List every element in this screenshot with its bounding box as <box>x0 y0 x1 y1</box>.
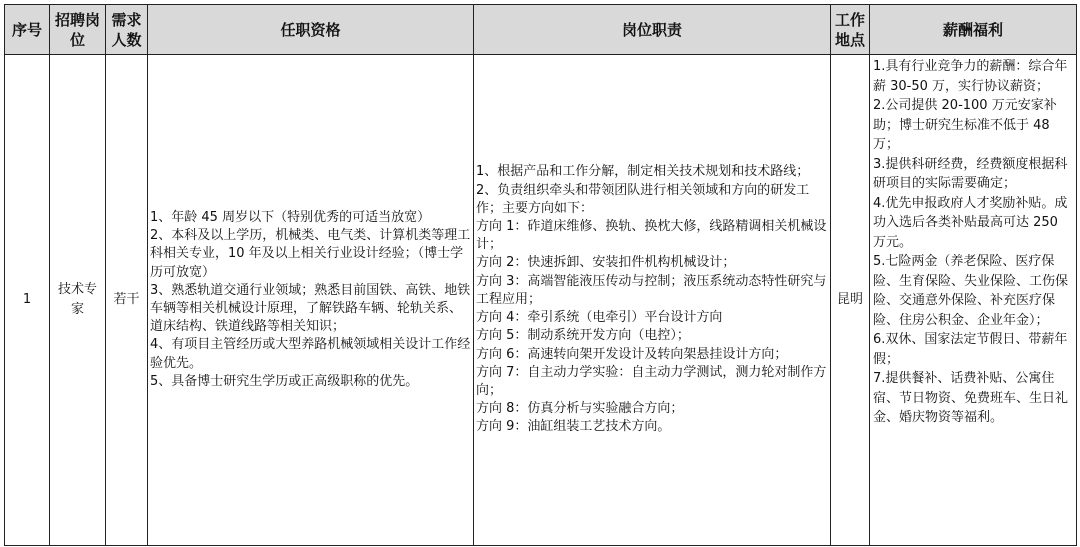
header-count: 需求人数 <box>106 5 148 55</box>
cell-count: 若干 <box>106 55 148 546</box>
duty-item: 1、根据产品和工作分解，制定相关技术规划和技术路线； <box>476 164 810 180</box>
qualification-item: 5、具备博士研究生学历或正高级职称的优先。 <box>150 373 419 389</box>
benefit-item: 2.公司提供 20-100 万元安家补助；博士研究生标准不低于 48 万； <box>873 98 1057 152</box>
duty-item: 方向 1：砟道床维修、换轨、换枕大修，线路精调相关机械设计； <box>476 219 827 253</box>
qualification-item: 4、有项目主管经历或大型养路机械领域相关设计工作经验优先。 <box>150 337 471 371</box>
cell-duties <box>474 55 831 546</box>
qualification-item: 2、本科及以上学历，机械类、电气类、计算机类等理工科相关专业，10 年及以上相关行业设计经验；（博士学历可放宽） <box>150 228 471 280</box>
cell-seq: 1 <box>5 55 50 546</box>
cell-location: 昆明 <box>831 55 870 546</box>
recruitment-table <box>4 4 1077 546</box>
header-seq: 序号 <box>5 5 50 55</box>
benefit-item: 7.提供餐补、话费补贴、公寓住宿、节日物资、免费班车、生日礼金、婚庆物资等福利。 <box>873 371 1069 425</box>
header-location: 工作地点 <box>831 5 870 55</box>
qualification-item: 1、年龄 45 周岁以下（特别优秀的可适当放宽） <box>150 209 431 225</box>
cell-qualifications <box>148 55 474 546</box>
qualification-item: 3、熟悉轨道交通行业领域；熟悉目前国铁、高铁、地铁车辆等相关机械设计原理，了解铁路车辆、轮轨关系、道床结构、铁道线路等相关知识； <box>150 282 471 335</box>
benefit-item: 1.具有行业竞争力的薪酬：综合年薪 30-50 万，实行协议薪资； <box>873 59 1068 94</box>
duty-item: 方向 3：高端智能液压传动与控制；液压系统动态特性研究与工程应用； <box>476 273 827 307</box>
duty-item: 方向 6：高速转向架开发设计及转向架悬挂设计方向； <box>476 346 788 362</box>
benefit-item: 3.提供科研经费，经费额度根据科研项目的实际需要确定； <box>873 156 1068 191</box>
duty-item: 方向 5：制动系统开发方向（电控）； <box>476 328 690 344</box>
benefit-item: 4.优先申报政府人才奖励补贴。成功入选后各类补贴最高可达 250 万元。 <box>873 195 1068 250</box>
duty-item: 方向 4：牵引系统（电牵引）平台设计方向 <box>476 310 723 326</box>
duty-item: 方向 7：自主动力学实验：自主动力学测试，测力轮对制作方向； <box>476 364 827 398</box>
duty-item: 2、负责组织牵头和带领团队进行相关领域和方向的研发工作；主要方向如下： <box>476 182 810 216</box>
benefit-item: 6.双休、国家法定节假日、带薪年假； <box>873 332 1068 367</box>
header-row <box>5 5 1077 55</box>
cell-benefits <box>870 55 1077 546</box>
duty-item: 方向 8：仿真分析与实验融合方向； <box>476 401 684 417</box>
header-qualifications: 任职资格 <box>148 5 474 55</box>
table-row <box>5 55 1077 546</box>
cell-position: 技术专家 <box>50 55 106 546</box>
duty-item: 方向 2：快速拆卸、安装扣件机构机械设计； <box>476 255 736 271</box>
header-position: 招聘岗位 <box>50 5 106 55</box>
header-benefits: 薪酬福利 <box>870 5 1077 55</box>
benefit-item: 5.七险两金（养老保险、医疗保险、生育保险、失业保险、工伤保险、交通意外保险、补充医疗保险、住房公积金、企业年金）； <box>873 254 1069 328</box>
duty-item: 方向 9：油缸组装工艺技术方向。 <box>476 419 671 435</box>
header-duties: 岗位职责 <box>474 5 831 55</box>
